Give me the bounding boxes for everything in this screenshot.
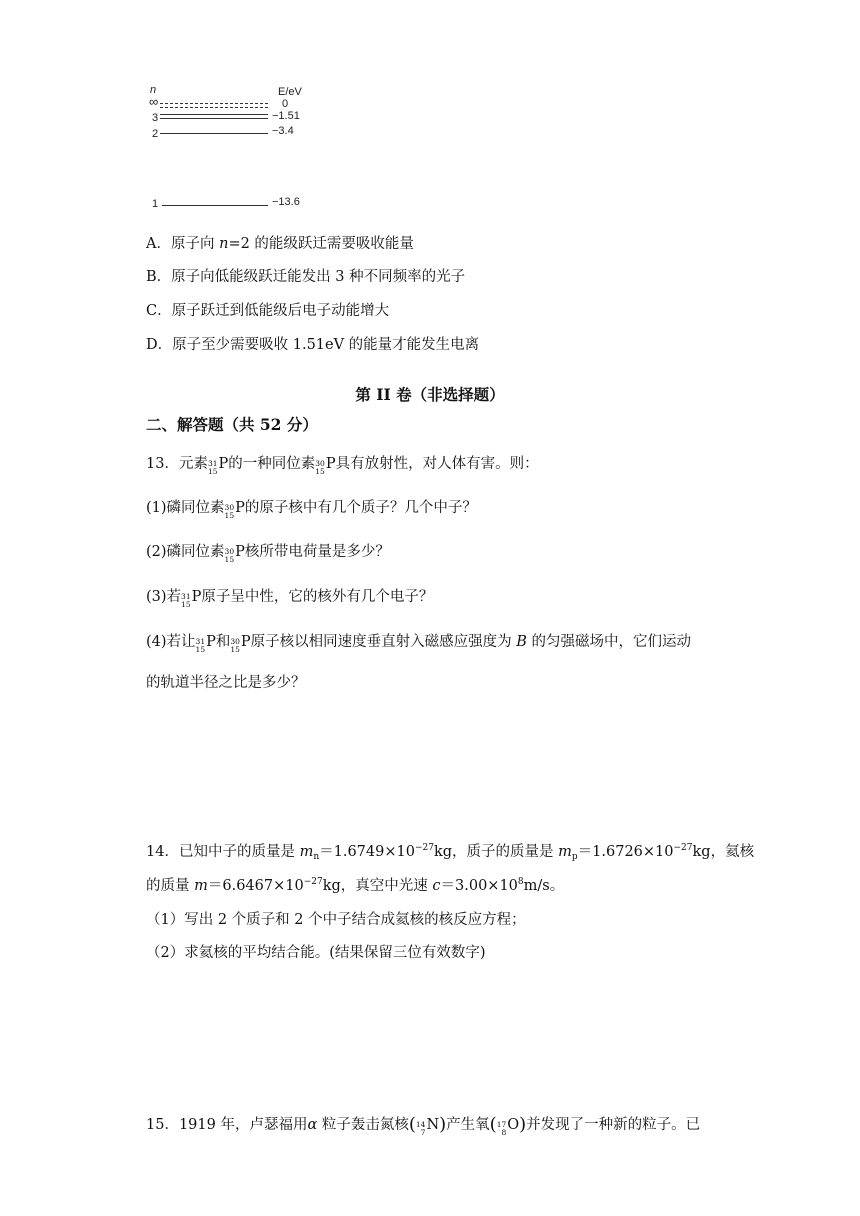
isotope-p30: 30 15 P [315, 456, 336, 476]
q13-sub1: (1)磷同位素 30 15 P的原子核中有几个质子？几个中子？ [146, 500, 477, 520]
option-b: B．原子向低能级跃迁能发出 3 种不同频率的光子 [146, 269, 466, 285]
level-2-line [160, 133, 268, 134]
option-d: D．原子至少需要吸收 1.51eV 的能量才能发生电离 [146, 337, 480, 353]
level-inf-line [160, 103, 268, 104]
level-inf-label: ∞ [149, 94, 159, 109]
section-title: 第 II 卷（非选择题） [355, 385, 505, 404]
isotope-n14: 14 7 N [415, 1117, 440, 1137]
option-c: C．原子跃迁到低能级后电子动能增大 [146, 303, 390, 319]
part-title: 二、解答题（共 52 分） [146, 415, 318, 434]
level-1-energy: −13.6 [272, 196, 300, 208]
q14-sub1: （1）写出 2 个质子和 2 个中子结合成氦核的核反应方程； [146, 912, 526, 928]
level-3-label: 3 [152, 112, 159, 124]
level-3-energy: −1.51 [272, 110, 300, 122]
isotope-o17: 17 8 O [496, 1117, 520, 1137]
q13-sub4: (4)若让 31 15 P和 30 15 P原子核以相同速度垂直射入磁感应强度为 B 的匀强磁场中，它们运动 [146, 634, 692, 654]
q14-line1: 14．已知中子的质量是 $m_n=1.6749\times 10^{-27}kg$，质子的质量是 $m_p=1.6726\times 10^{-27}kg$，氦核 [146, 843, 755, 862]
q13-sub2: (2)磷同位素 30 15 P核所带电荷量是多少？ [146, 544, 390, 564]
diagram-e-header: E/eV [278, 86, 302, 98]
q13-stem: 13．元素 31 15 P的一种同位素 30 15 P具有放射性，对人体有害。则： [146, 456, 539, 476]
level-1-label: 1 [152, 198, 159, 210]
option-a: A．原子向 n=2 的能级跃迁需要吸收能量 [146, 236, 414, 252]
level-3-line [160, 114, 268, 115]
q15-line1: 15．1919 年，卢瑟福用α 粒子轰击氮核( 14 7 N)产生氧( 17 8 O)并发现了一种新的粒子。已 [146, 1114, 701, 1137]
q13-sub4-cont: 的轨道半径之比是多少？ [146, 675, 306, 691]
level-2-energy: −3.4 [272, 125, 294, 137]
q14-line2: 的质量 $m=6.6467\times 10^{-27}kg$，真空中光速 $c=3.00\times 10^8m/s$。 [146, 877, 565, 894]
level-inf-line-2 [160, 107, 268, 108]
isotope-p31: 31 15 P [207, 456, 229, 476]
level-3-line-2 [160, 118, 268, 119]
q13-sub3: (3)若 31 15 P原子呈中性，它的核外有几个电子？ [146, 589, 434, 609]
level-1-line [162, 205, 268, 206]
level-inf-energy: 0 [282, 98, 289, 110]
level-2-label: 2 [152, 128, 159, 140]
q14-sub2: （2）求氦核的平均结合能。(结果保留三位有效数字) [146, 945, 486, 961]
diagram-n-header: n [150, 84, 157, 96]
